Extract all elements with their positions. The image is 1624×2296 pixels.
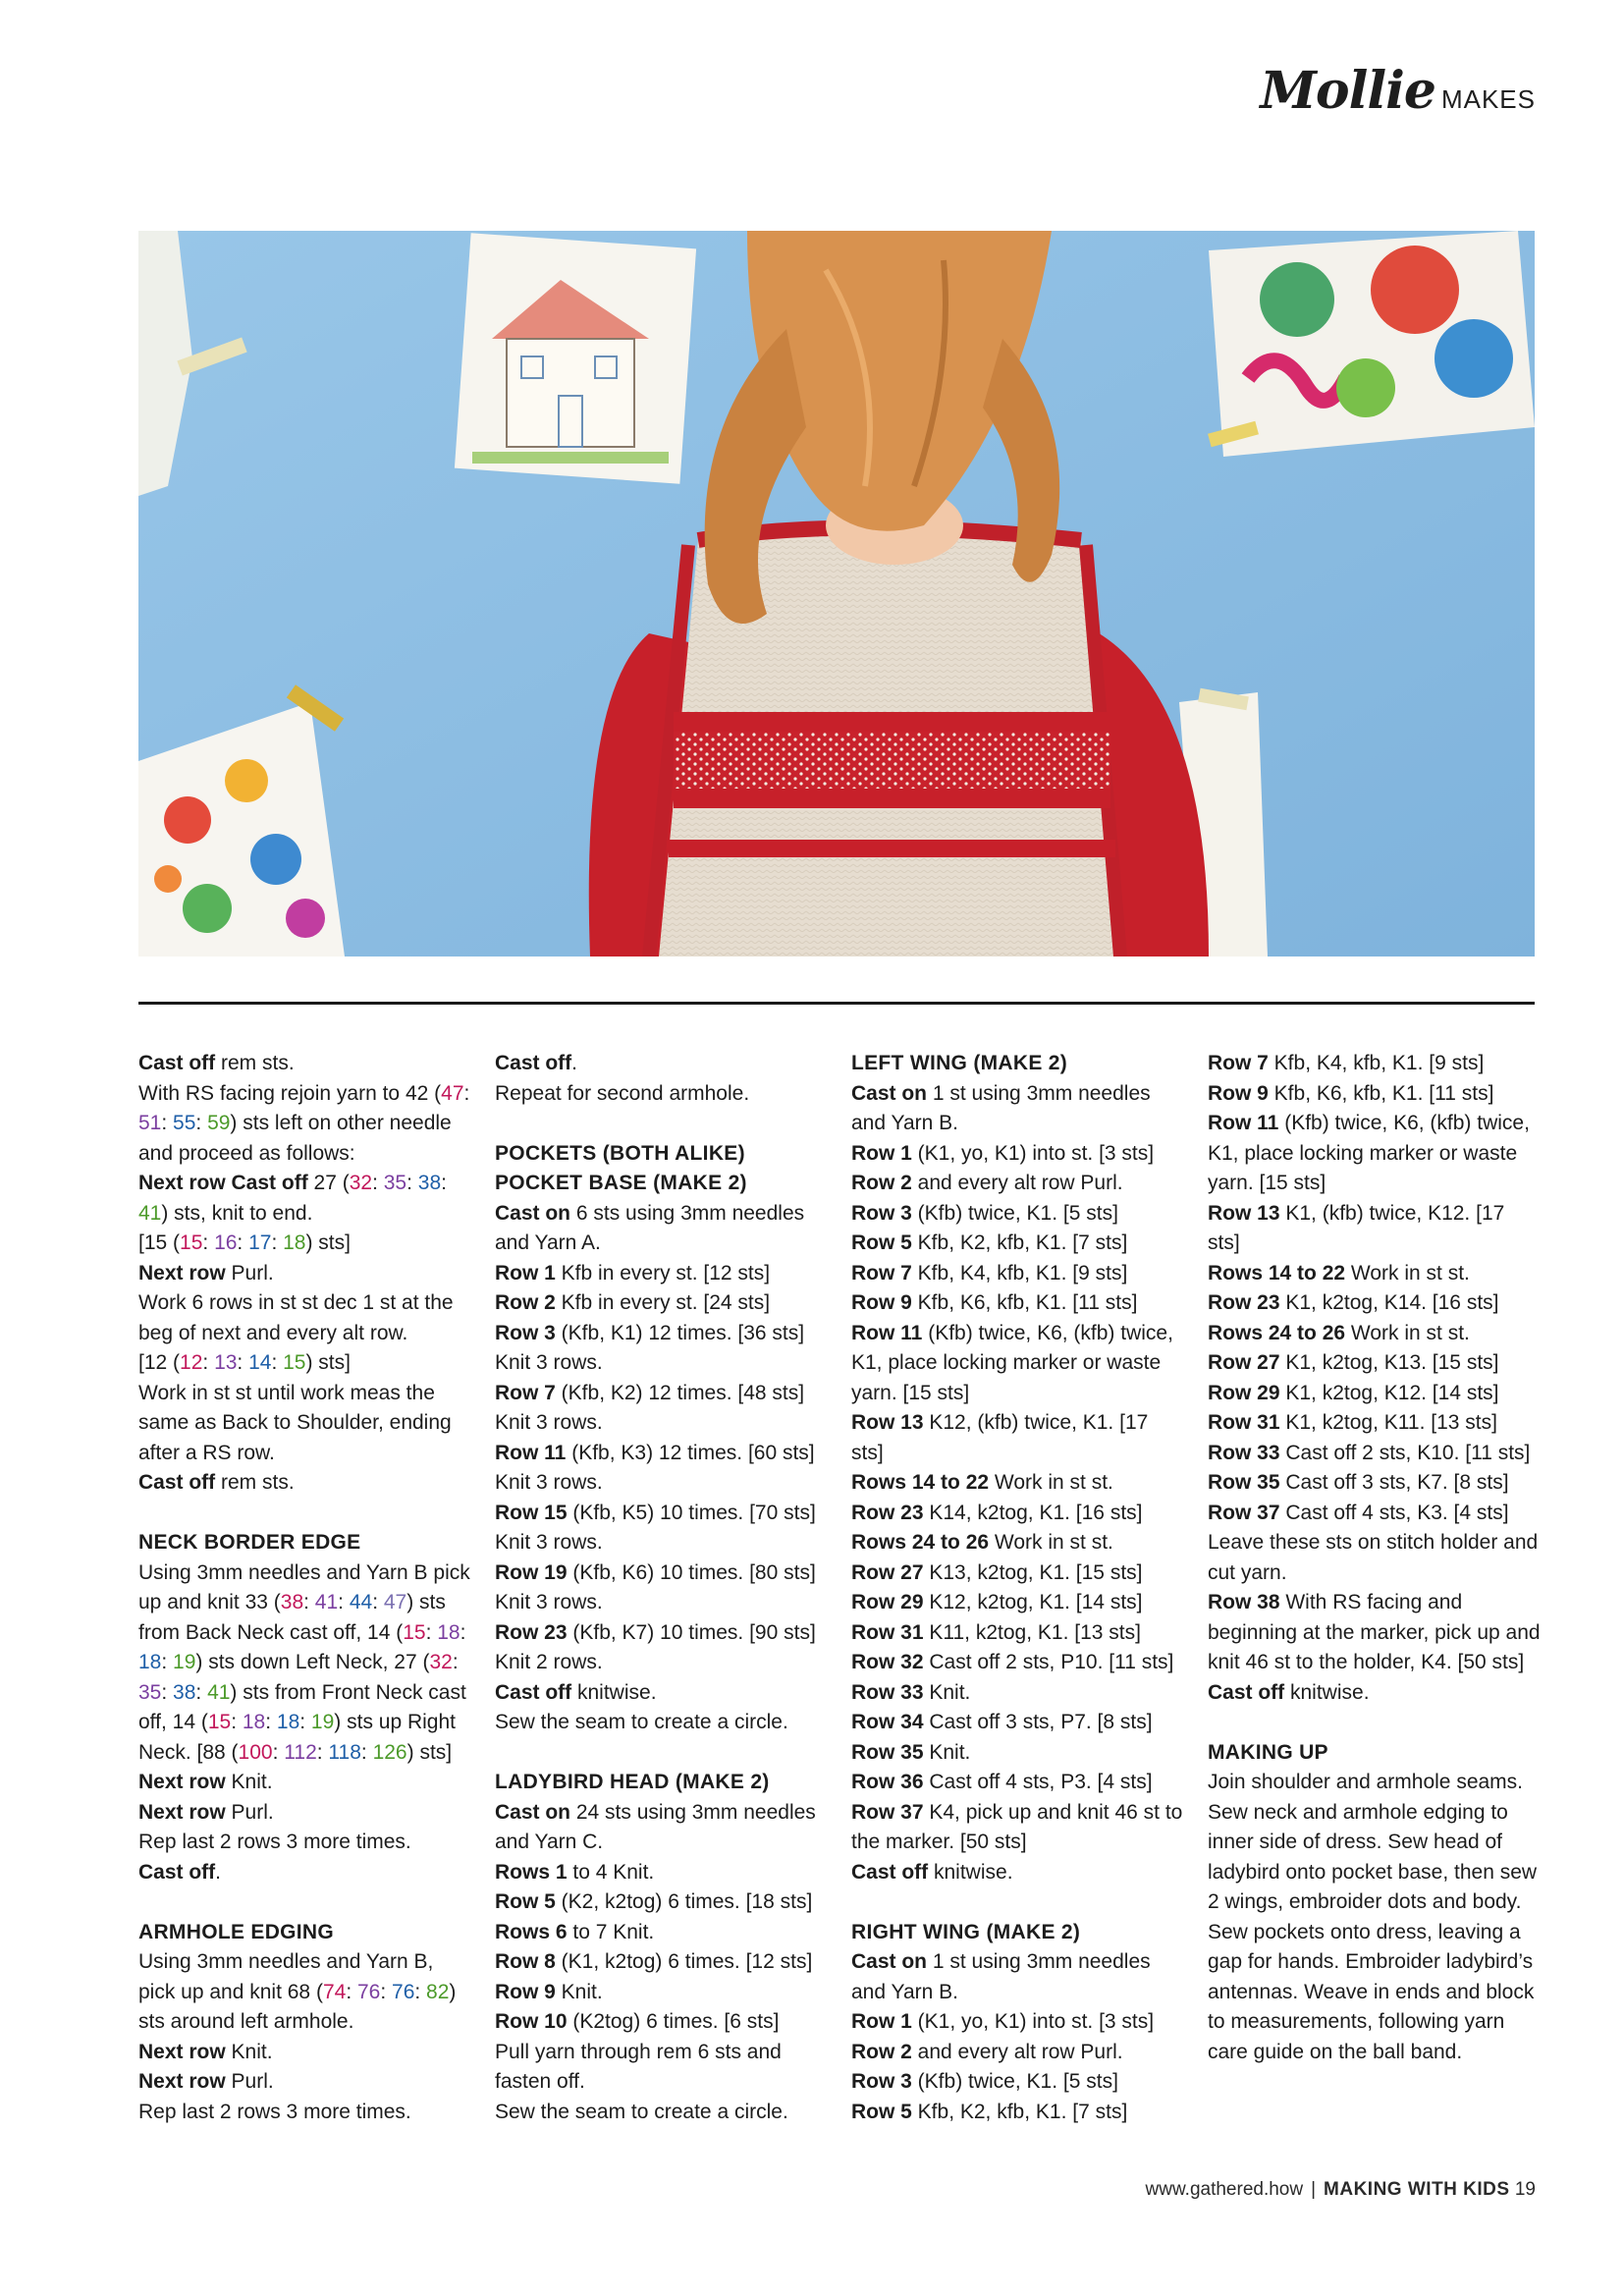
instruction: Cast on 24 sts using 3mm needles and Yarn C. (495, 1800, 816, 1853)
logo-script: Mollie (1260, 61, 1435, 121)
instruction: Row 23 (Kfb, K7) 10 times. [90 sts] Knit 2 rows. (495, 1620, 816, 1673)
instruction: Next row Purl. (138, 2070, 274, 2093)
instruction: Row 33 Knit. (851, 1680, 971, 1704)
instruction: Row 1 (K1, yo, K1) into st. [3 sts] (851, 1141, 1155, 1165)
photo-illustration (138, 231, 1535, 957)
instruction: Using 3mm needles and Yarn B, pick up and knit 68 (74: 76: 76: 82) sts around left armhole. (138, 1950, 457, 2033)
instruction: Cast on 1 st using 3mm needles and Yarn B. (851, 1081, 1151, 1134)
instruction: Cast off knitwise. (1208, 1680, 1370, 1704)
paint-drawing (1208, 231, 1535, 457)
instruction: [15 (15: 16: 17: 18) sts] (138, 1231, 351, 1254)
instruction: Sew the seam to create a circle. (495, 1711, 788, 1733)
instruction: Row 34 Cast off 3 sts, P7. [8 sts] (851, 1711, 1153, 1733)
instruction: Cast off rem sts. (138, 1471, 295, 1494)
instruction: Next row Knit. (138, 1771, 273, 1793)
instruction: Row 9 Knit. (495, 1980, 603, 2003)
instruction: Row 1 (K1, yo, K1) into st. [3 sts] (851, 2010, 1155, 2033)
instruction: Cast off rem sts. (138, 1052, 295, 1074)
instruction: Work 6 rows in st st dec 1 st at the beg of next and every alt row. (138, 1291, 454, 1344)
section-heading: LADYBIRD HEAD (MAKE 2) (495, 1771, 770, 1793)
instruction: Row 9 Kfb, K6, kfb, K1. [11 sts] (1208, 1081, 1494, 1105)
instruction: With RS facing rejoin yarn to 42 (47: 51: 55: 59) sts left on other needle and proceed as follows: (138, 1081, 470, 1165)
instruction: Row 2 Kfb in every st. [24 sts] (495, 1291, 771, 1314)
instruction: Row 7 Kfb, K4, kfb, K1. [9 sts] (851, 1261, 1128, 1285)
instruction: Next row Knit. (138, 2040, 273, 2063)
instruction: Cast off knitwise. (851, 1860, 1013, 1884)
instruction: Row 7 (Kfb, K2) 12 times. [48 sts] Knit 3 rows. (495, 1381, 805, 1434)
instruction: Rows 1 to 4 Knit. (495, 1860, 655, 1884)
instruction: Cast off knitwise. (495, 1680, 657, 1704)
page-footer (1146, 2179, 1536, 2201)
instruction: Row 3 (Kfb, K1) 12 times. [36 sts] Knit 3 rows. (495, 1321, 805, 1374)
section-heading: LEFT WING (MAKE 2) (851, 1052, 1068, 1074)
instruction: Leave these sts on stitch holder and cut yarn. (1208, 1531, 1539, 1584)
instruction: Row 13 K1, (kfb) twice, K12. [17 sts] (1208, 1201, 1505, 1254)
instruction: Row 11 (Kfb) twice, K6, (kfb) twice, K1, place locking marker or waste yarn. [15 sts] (851, 1321, 1173, 1404)
instruction: Cast on 1 st using 3mm needles and Yarn B. (851, 1950, 1151, 2003)
column-3 (851, 1049, 1185, 2127)
instruction: Row 37 Cast off 4 sts, K3. [4 sts] (1208, 1501, 1509, 1524)
instruction: Pull yarn through rem 6 sts and fasten off. (495, 2040, 782, 2093)
instruction: Next row Purl. (138, 1261, 274, 1285)
instruction: Using 3mm needles and Yarn B pick up and knit 33 (38: 41: 44: 47) sts from Back Neck cast off, 14 (15: 18: 18: 19) sts down Left Neck, 27 (32: 35: 38: 41) sts from Front Neck cast off, 14 (15: 18: 18: 19) sts up Right Neck. [88 (100: 112: 118: 126) sts] (138, 1560, 470, 1764)
instruction: Row 37 K4, pick up and knit 46 st to the marker. [50 sts] (851, 1800, 1183, 1853)
instruction: Row 23 K1, k2tog, K14. [16 sts] (1208, 1291, 1499, 1314)
section-heading: NECK BORDER EDGE (138, 1531, 361, 1554)
instruction: Row 10 (K2tog) 6 times. [6 sts] (495, 2010, 780, 2033)
instruction: Row 11 (Kfb) twice, K6, (kfb) twice, K1, place locking marker or waste yarn. [15 sts] (1208, 1112, 1530, 1194)
instruction: Sew the seam to create a circle. (495, 2100, 788, 2123)
instruction: Next row Cast off 27 (32: 35: 38: 41) sts, knit to end. (138, 1172, 447, 1225)
instruction: Row 15 (Kfb, K5) 10 times. [70 sts] Knit 3 rows. (495, 1501, 816, 1554)
column-1 (138, 1049, 472, 2127)
instruction: Rows 14 to 22 Work in st st. (1208, 1261, 1470, 1285)
footer-separator: | (1311, 2179, 1317, 2200)
section-heading: MAKING UP (1208, 1740, 1328, 1764)
instruction: Row 19 (Kfb, K6) 10 times. [80 sts] Knit 3 rows. (495, 1560, 816, 1613)
instruction: Work in st st until work meas the same as Back to Shoulder, ending after a RS row. (138, 1381, 452, 1464)
section-heading: RIGHT WING (MAKE 2) (851, 1920, 1081, 1943)
column-2 (495, 1049, 829, 2127)
section-heading: ARMHOLE EDGING (138, 1920, 335, 1943)
instruction: Cast on 6 sts using 3mm needles and Yarn A. (495, 1201, 805, 1254)
instruction: Row 38 With RS facing and beginning at the marker, pick up and knit 46 st to the holder, K4. [50 sts] (1208, 1591, 1541, 1673)
instruction: Row 11 (Kfb, K3) 12 times. [60 sts] Knit 3 rows. (495, 1441, 815, 1494)
instruction: Row 35 Cast off 3 sts, K7. [8 sts] (1208, 1471, 1509, 1494)
instruction: Row 27 K13, k2tog, K1. [15 sts] (851, 1560, 1143, 1584)
divider-rule (138, 1002, 1535, 1005)
instruction: Rows 14 to 22 Work in st st. (851, 1471, 1113, 1494)
instruction: Rows 6 to 7 Knit. (495, 1920, 655, 1943)
section-heading: POCKETS (BOTH ALIKE) (495, 1141, 745, 1165)
instruction: Cast off. (138, 1860, 222, 1884)
instruction: Row 8 (K1, k2tog) 6 times. [12 sts] (495, 1950, 813, 1973)
instruction: Row 32 Cast off 2 sts, P10. [11 sts] (851, 1651, 1174, 1673)
instruction: Cast off. (495, 1052, 578, 1074)
footer-url[interactable]: www.gathered.how (1145, 2179, 1304, 2200)
instruction: Repeat for second armhole. (495, 1081, 750, 1105)
instruction: Row 33 Cast off 2 sts, K10. [11 sts] (1208, 1441, 1531, 1464)
instruction: Row 29 K12, k2tog, K1. [14 sts] (851, 1591, 1143, 1613)
instruction: Rep last 2 rows 3 more times. (138, 2100, 411, 2123)
section-heading: POCKET BASE (MAKE 2) (495, 1172, 747, 1194)
instruction: Row 1 Kfb in every st. [12 sts] (495, 1261, 771, 1285)
instruction: Row 5 Kfb, K2, kfb, K1. [7 sts] (851, 2100, 1128, 2123)
instruction: Row 31 K1, k2tog, K11. [13 sts] (1208, 1411, 1497, 1434)
instruction: Join shoulder and armhole seams. Sew neck and armhole edging to inner side of dress. Sew head of ladybird onto pocket base, then sew 2 wings, embroider dots and body. Sew pockets onto dress, leaving a gap for hands. Embroider ladybird’s antennas. Weave in ends and block to measurements, following yarn care guide on the ball band. (1208, 1771, 1538, 2063)
instruction: Rows 24 to 26 Work in st st. (851, 1531, 1113, 1554)
instruction: Row 36 Cast off 4 sts, P3. [4 sts] (851, 1771, 1153, 1793)
column-4 (1208, 1049, 1542, 2067)
instruction: Rows 24 to 26 Work in st st. (1208, 1321, 1470, 1344)
house-drawing (455, 233, 696, 483)
instruction: Row 5 Kfb, K2, kfb, K1. [7 sts] (851, 1231, 1128, 1254)
instruction: Row 27 K1, k2tog, K13. [15 sts] (1208, 1351, 1499, 1374)
instruction: Row 29 K1, k2tog, K12. [14 sts] (1208, 1381, 1499, 1404)
instruction: Row 2 and every alt row Purl. (851, 1172, 1123, 1194)
instruction: Row 3 (Kfb) twice, K1. [5 sts] (851, 2070, 1118, 2093)
page-number: 19 (1514, 2179, 1536, 2200)
footer-section: MAKING WITH KIDS (1324, 2179, 1510, 2200)
instruction: Row 5 (K2, k2tog) 6 times. [18 sts] (495, 1890, 813, 1913)
instruction: [12 (12: 13: 14: 15) sts] (138, 1351, 351, 1374)
hero-photo (138, 231, 1535, 957)
instruction: Row 2 and every alt row Purl. (851, 2040, 1123, 2063)
instruction: Row 9 Kfb, K6, kfb, K1. [11 sts] (851, 1291, 1138, 1314)
instruction: Row 3 (Kfb) twice, K1. [5 sts] (851, 1201, 1118, 1225)
instruction: Row 31 K11, k2tog, K1. [13 sts] (851, 1620, 1141, 1644)
instruction: Next row Purl. (138, 1800, 274, 1824)
instruction: Rep last 2 rows 3 more times. (138, 1831, 411, 1853)
instruction: Row 35 Knit. (851, 1740, 971, 1764)
instruction: Row 7 Kfb, K4, kfb, K1. [9 sts] (1208, 1052, 1485, 1074)
masthead-logo (1260, 61, 1536, 121)
instruction: Row 23 K14, k2tog, K1. [16 sts] (851, 1501, 1143, 1524)
instruction: Row 13 K12, (kfb) twice, K1. [17 sts] (851, 1411, 1149, 1464)
logo-word: MAKES (1440, 84, 1536, 114)
